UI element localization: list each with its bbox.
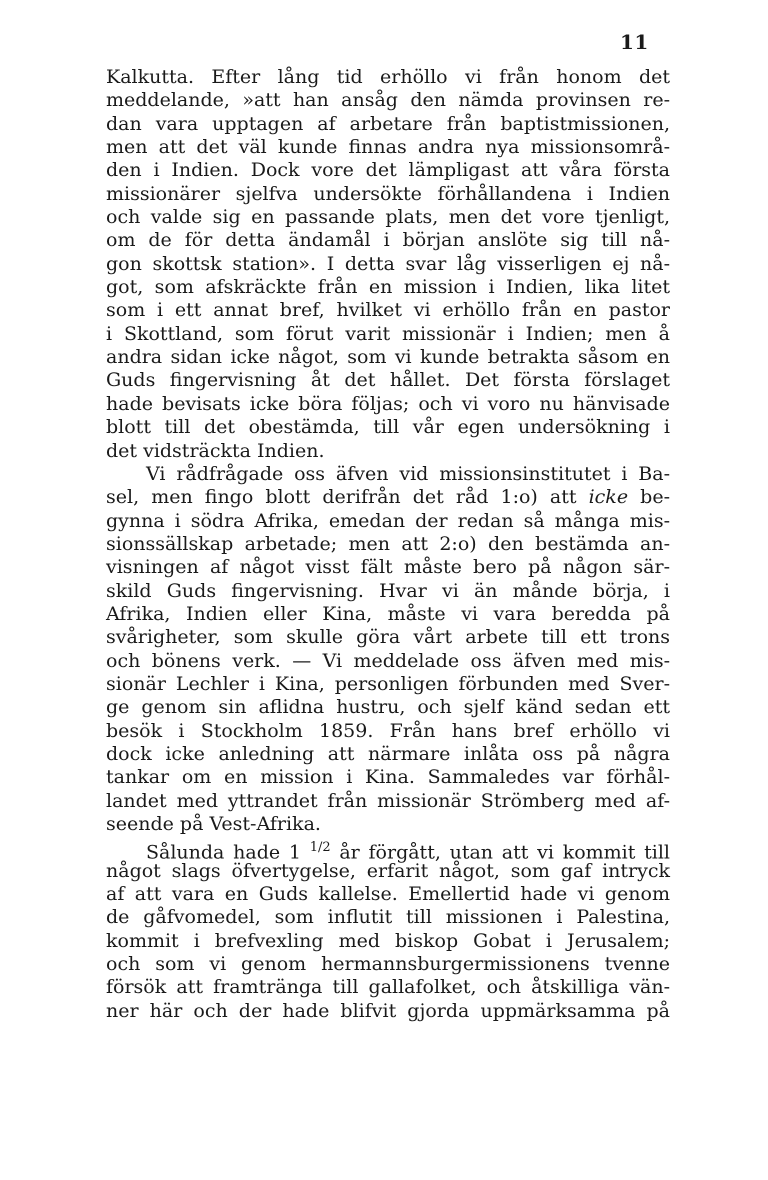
page-number: 11	[620, 30, 649, 54]
text-line: Vi rådfrågade oss äfven vid missionsinstitutet i Ba-	[146, 462, 670, 485]
text-line: tankar om en mission i Kina. Sammaledes var förhål-	[106, 766, 670, 789]
text-fragment: sel, men fingo blott derifrån det råd 1:o) att	[106, 486, 589, 509]
text-line: och valde sig en passande plats, men det vore tjenligt,	[106, 206, 670, 229]
text-line: dock icke anledning att närmare inlåta oss på några	[106, 742, 670, 765]
text-line: om de för detta ändamål i början anslöte sig till nå-	[106, 229, 670, 252]
text-line: och som vi genom hermannsburgermissionens tvenne	[106, 953, 670, 976]
text-line	[106, 836, 671, 864]
text-line: som i ett annat bref, hvilket vi erhöllo från en pastor	[106, 299, 670, 322]
text-line: ner här och der hade blifvit gjorda uppmärksamma på	[106, 999, 670, 1022]
text-fragment: Sålunda hade 1	[146, 841, 310, 864]
text-line: sionär Lechler i Kina, personligen förbunden med Sver-	[106, 672, 670, 695]
text-line: af att vara en Guds kallelse. Emellertid hade vi genom	[106, 883, 670, 906]
text-line: ge genom sin aflidna hustru, och sjelf känd sedan ett	[106, 696, 670, 719]
text-line: gynna i södra Afrika, emedan der redan så många mis-	[106, 509, 670, 532]
text-fragment: be-	[628, 486, 670, 509]
text-line: dan vara upptagen af arbetare från baptistmissionen,	[106, 112, 670, 135]
text-line: besök i Stockholm 1859. Från hans bref erhöllo vi	[106, 719, 670, 742]
text-line: det vidsträckta Indien.	[106, 439, 325, 462]
fraction: 1/2	[309, 840, 331, 856]
text-line: andra sidan icke något, som vi kunde betrakta såsom en	[106, 346, 670, 369]
text-line: visningen af något visst fält måste bero på någon sär-	[106, 556, 670, 579]
text-line: något slags öfvertygelse, erfarit något, som gaf intryck	[106, 859, 670, 882]
text-line: blott till det obestämda, till vår egen undersökning i	[106, 416, 670, 439]
text-line: seende på Vest-Afrika.	[106, 813, 321, 835]
text-line: försök att framtränga till gallafolket, och åtskilliga vän-	[106, 976, 670, 999]
text-line: och bönens verk. — Vi meddelade oss äfven med mis-	[106, 649, 670, 672]
text-line: svårigheter, som skulle göra vårt arbete till ett trons	[106, 626, 670, 649]
text-line: kommit i brefvexling med biskop Gobat i Jerusalem;	[106, 929, 670, 952]
body-text	[106, 66, 670, 1023]
text-line: got, som afskräckte från en mission i Indien, lika litet	[106, 276, 670, 299]
text-line: missionärer sjelfva undersökte förhållandena i Indien	[106, 182, 670, 205]
text-line: de gåfvomedel, som influtit till missionen i Palestina,	[106, 906, 670, 929]
text-line: gon skottsk station». I detta svar låg visserligen ej nå-	[106, 252, 670, 275]
text-line: landet med yttrandet från missionär Strömberg med af-	[106, 789, 670, 812]
text-line: sionssällskap arbetade; men att 2:o) den bestämda an-	[106, 532, 670, 555]
text-line	[106, 486, 670, 509]
text-line: men att det väl kunde finnas andra nya missionsområ-	[106, 136, 670, 159]
italic-word: icke	[588, 486, 629, 509]
text-line: Kalkutta. Efter lång tid erhöllo vi från honom det	[106, 66, 670, 88]
text-line: hade bevisats icke böra följas; och vi voro nu hänvisade	[106, 392, 670, 415]
text-line: meddelande, »att han ansåg den nämda provinsen re-	[106, 89, 670, 112]
text-line: den i Indien. Dock vore det lämpligast att våra första	[106, 159, 670, 182]
text-line: Guds fingervisning åt det hållet. Det första förslaget	[106, 369, 670, 392]
text-line: skild Guds fingervisning. Hvar vi än månde börja, i	[106, 579, 670, 602]
text-fragment: år förgått, utan att vi kommit till	[330, 841, 671, 864]
text-line: i Skottland, som förut varit missionär i Indien; men å	[106, 322, 670, 345]
text-line: Afrika, Indien eller Kina, måste vi vara beredda på	[106, 602, 670, 625]
